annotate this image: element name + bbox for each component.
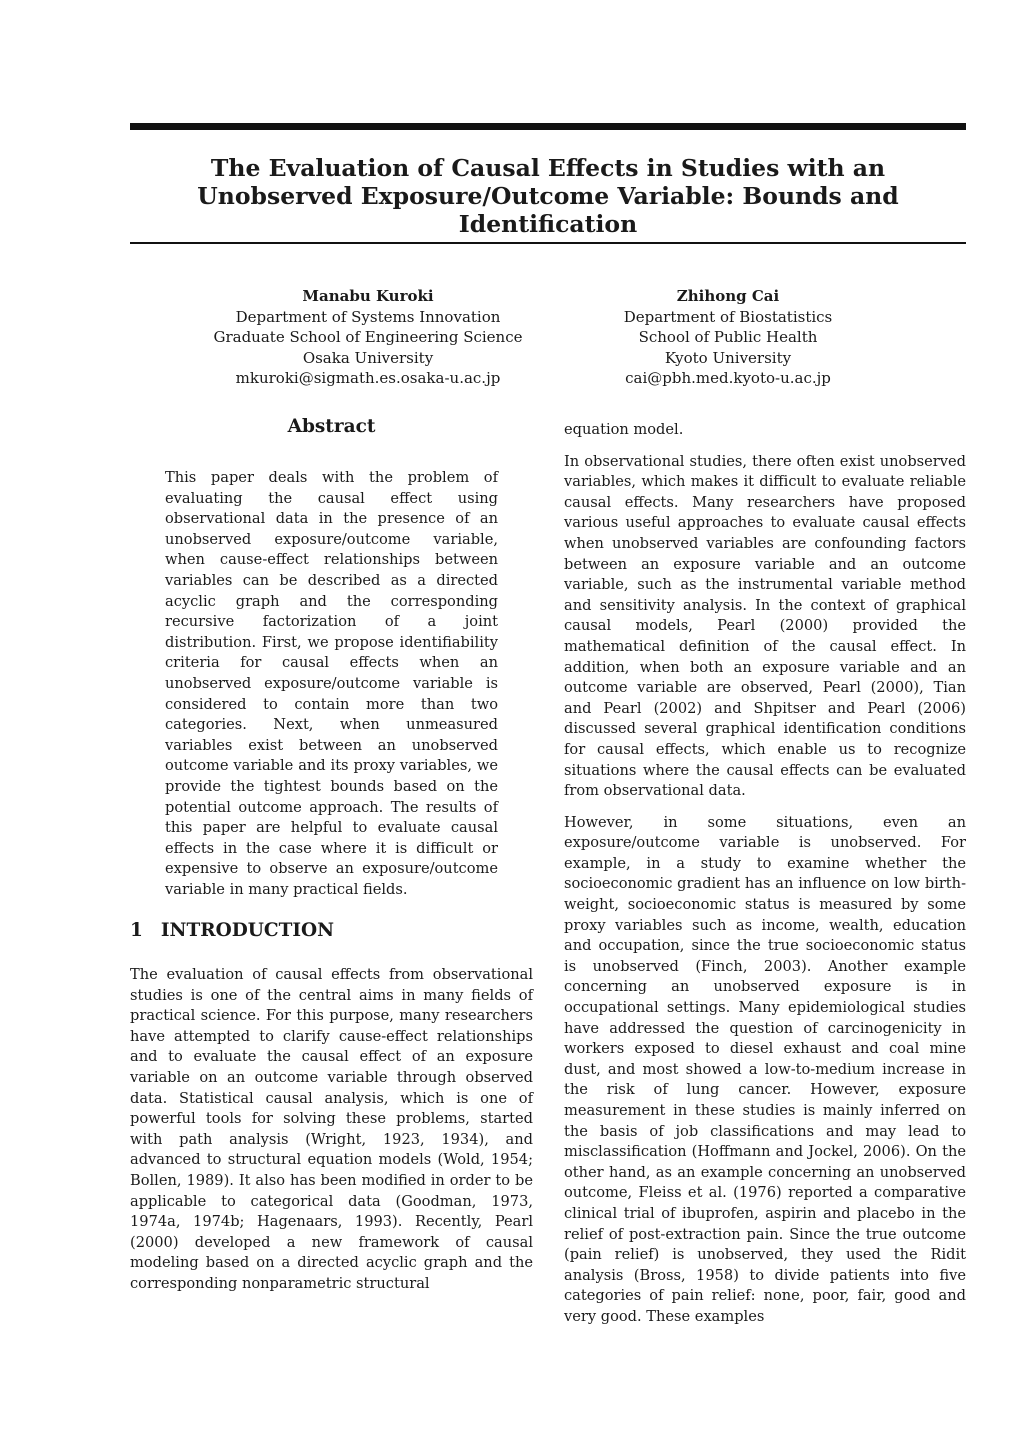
author-block-2 [538, 286, 918, 389]
intro-paragraph-3: However, in some situations, even an exposure/outcome variable is unobserved. For example, in a study to examine whether the socioeconomic gradient has an influence on low birth-weight, socioeconomic status is measured by some proxy variables such as income, wealth, education and occupation, since the true socioeconomic status is unobserved (Finch, 2003). Another example concerning an unobserved exposure is in occupational settings. Many epidemiological studies have addressed the question of carcinogenicity in workers exposed to diesel exhaust and coal mine dust, and most showed a low-to-medium increase in the risk of lung cancer. However, exposure measurement in these studies is mainly inferred on the basis of job classifications and may lead to misclassification (Hoffmann and Jockel, 2006). On the other hand, as an example concerning an unobserved outcome, Fleiss et al. (1976) reported a comparative clinical trial of ibuprofen, aspirin and placebo in the relief of post-extraction pain. Since the true outcome (pain relief) is unobserved, they used the Ridit analysis (Bross, 1958) to divide patients into five categories of pain relief: none, poor, fair, good and very good. These examples [564, 813, 966, 1325]
abstract-text: This paper deals with the problem of evaluating the causal effect using observational data in the presence of an unobserved exposure/outcome variable, when cause-effect relationships between variables can be described as a directed acyclic graph and the corresponding recursive factorization of a joint distribution. First, we propose identifiability criteria for causal effects when an unobserved exposure/outcome variable is considered to contain more than two categories. Next, when unmeasured variables exist between an unobserved outcome variable and its proxy variables, we provide the tightest bounds based on the potential outcome approach. The results of this paper are helpful to evaluate causal effects in the case where it is difficult or expensive to observe an exposure/outcome variable in many practical fields. [165, 469, 498, 898]
author-department: Department of Biostatistics [623, 307, 833, 326]
section-title: INTRODUCTION [160, 920, 335, 941]
author-email: cai@pbh.med.kyoto-u.ac.jp [625, 369, 831, 388]
title-rule [130, 242, 966, 244]
intro-paragraph-2: In observational studies, there often exist unobserved variables, which makes it difficult to evaluate reliable causal effects. Many researchers have proposed various useful approaches to evaluate causal effects when unobserved variables are confounding factors between an exposure variable and an outcome variable, such as the instrumental variable method and sensitivity analysis. In the context of graphical causal models, Pearl (2000) provided the mathematical definition of the causal effect. In addition, when both an exposure variable and an outcome variable are observed, Pearl (2000), Tian and Pearl (2002) and Shpitser and Pearl (2006) discussed several graphical identification conditions for causal effects, which enable us to recognize situations where the causal effects can be evaluated from observational data. [564, 452, 966, 800]
section-heading [130, 920, 334, 941]
author-email: mkuroki@sigmath.es.osaka-u.ac.jp [235, 369, 501, 388]
abstract-heading: Abstract [287, 416, 376, 437]
author-name: Zhihong Cai [676, 287, 780, 305]
right-column [564, 420, 966, 1339]
author-university: Kyoto University [664, 348, 792, 367]
top-rule [130, 123, 966, 130]
author-department: Department of Systems Innovation [235, 307, 501, 326]
author-block-1 [178, 286, 558, 389]
author-school: Graduate School of Engineering Science [213, 328, 523, 347]
intro-paragraph-continued: equation model. [564, 421, 684, 438]
section-number: 1 [130, 920, 143, 941]
author-name: Manabu Kuroki [302, 287, 434, 305]
author-school: School of Public Health [638, 328, 818, 347]
intro-paragraph-1: The evaluation of causal effects from observational studies is one of the central aims in many fields of practical science. For this purpose, many researchers have attempted to clarify cause-effect relationships and to evaluate the causal effect of an exposure variable on an outcome variable through observed data. Statistical causal analysis, which is one of powerful tools for solving these problems, started with path analysis (Wright, 1923, 1934), and advanced to structural equation models (Wold, 1954; Bollen, 1989). It also has been modified in order to be applicable to categorical data (Goodman, 1973, 1974a, 1974b; Hagenaars, 1993). Recently, Pearl (2000) developed a new framework of causal modeling based on a directed acyclic graph and the corresponding nonparametric structural [130, 966, 533, 1292]
author-university: Osaka University [302, 348, 434, 367]
paper-title: The Evaluation of Causal Effects in Studies with an Unobserved Exposure/Outcome Variable: Bounds and Identification [197, 154, 899, 238]
